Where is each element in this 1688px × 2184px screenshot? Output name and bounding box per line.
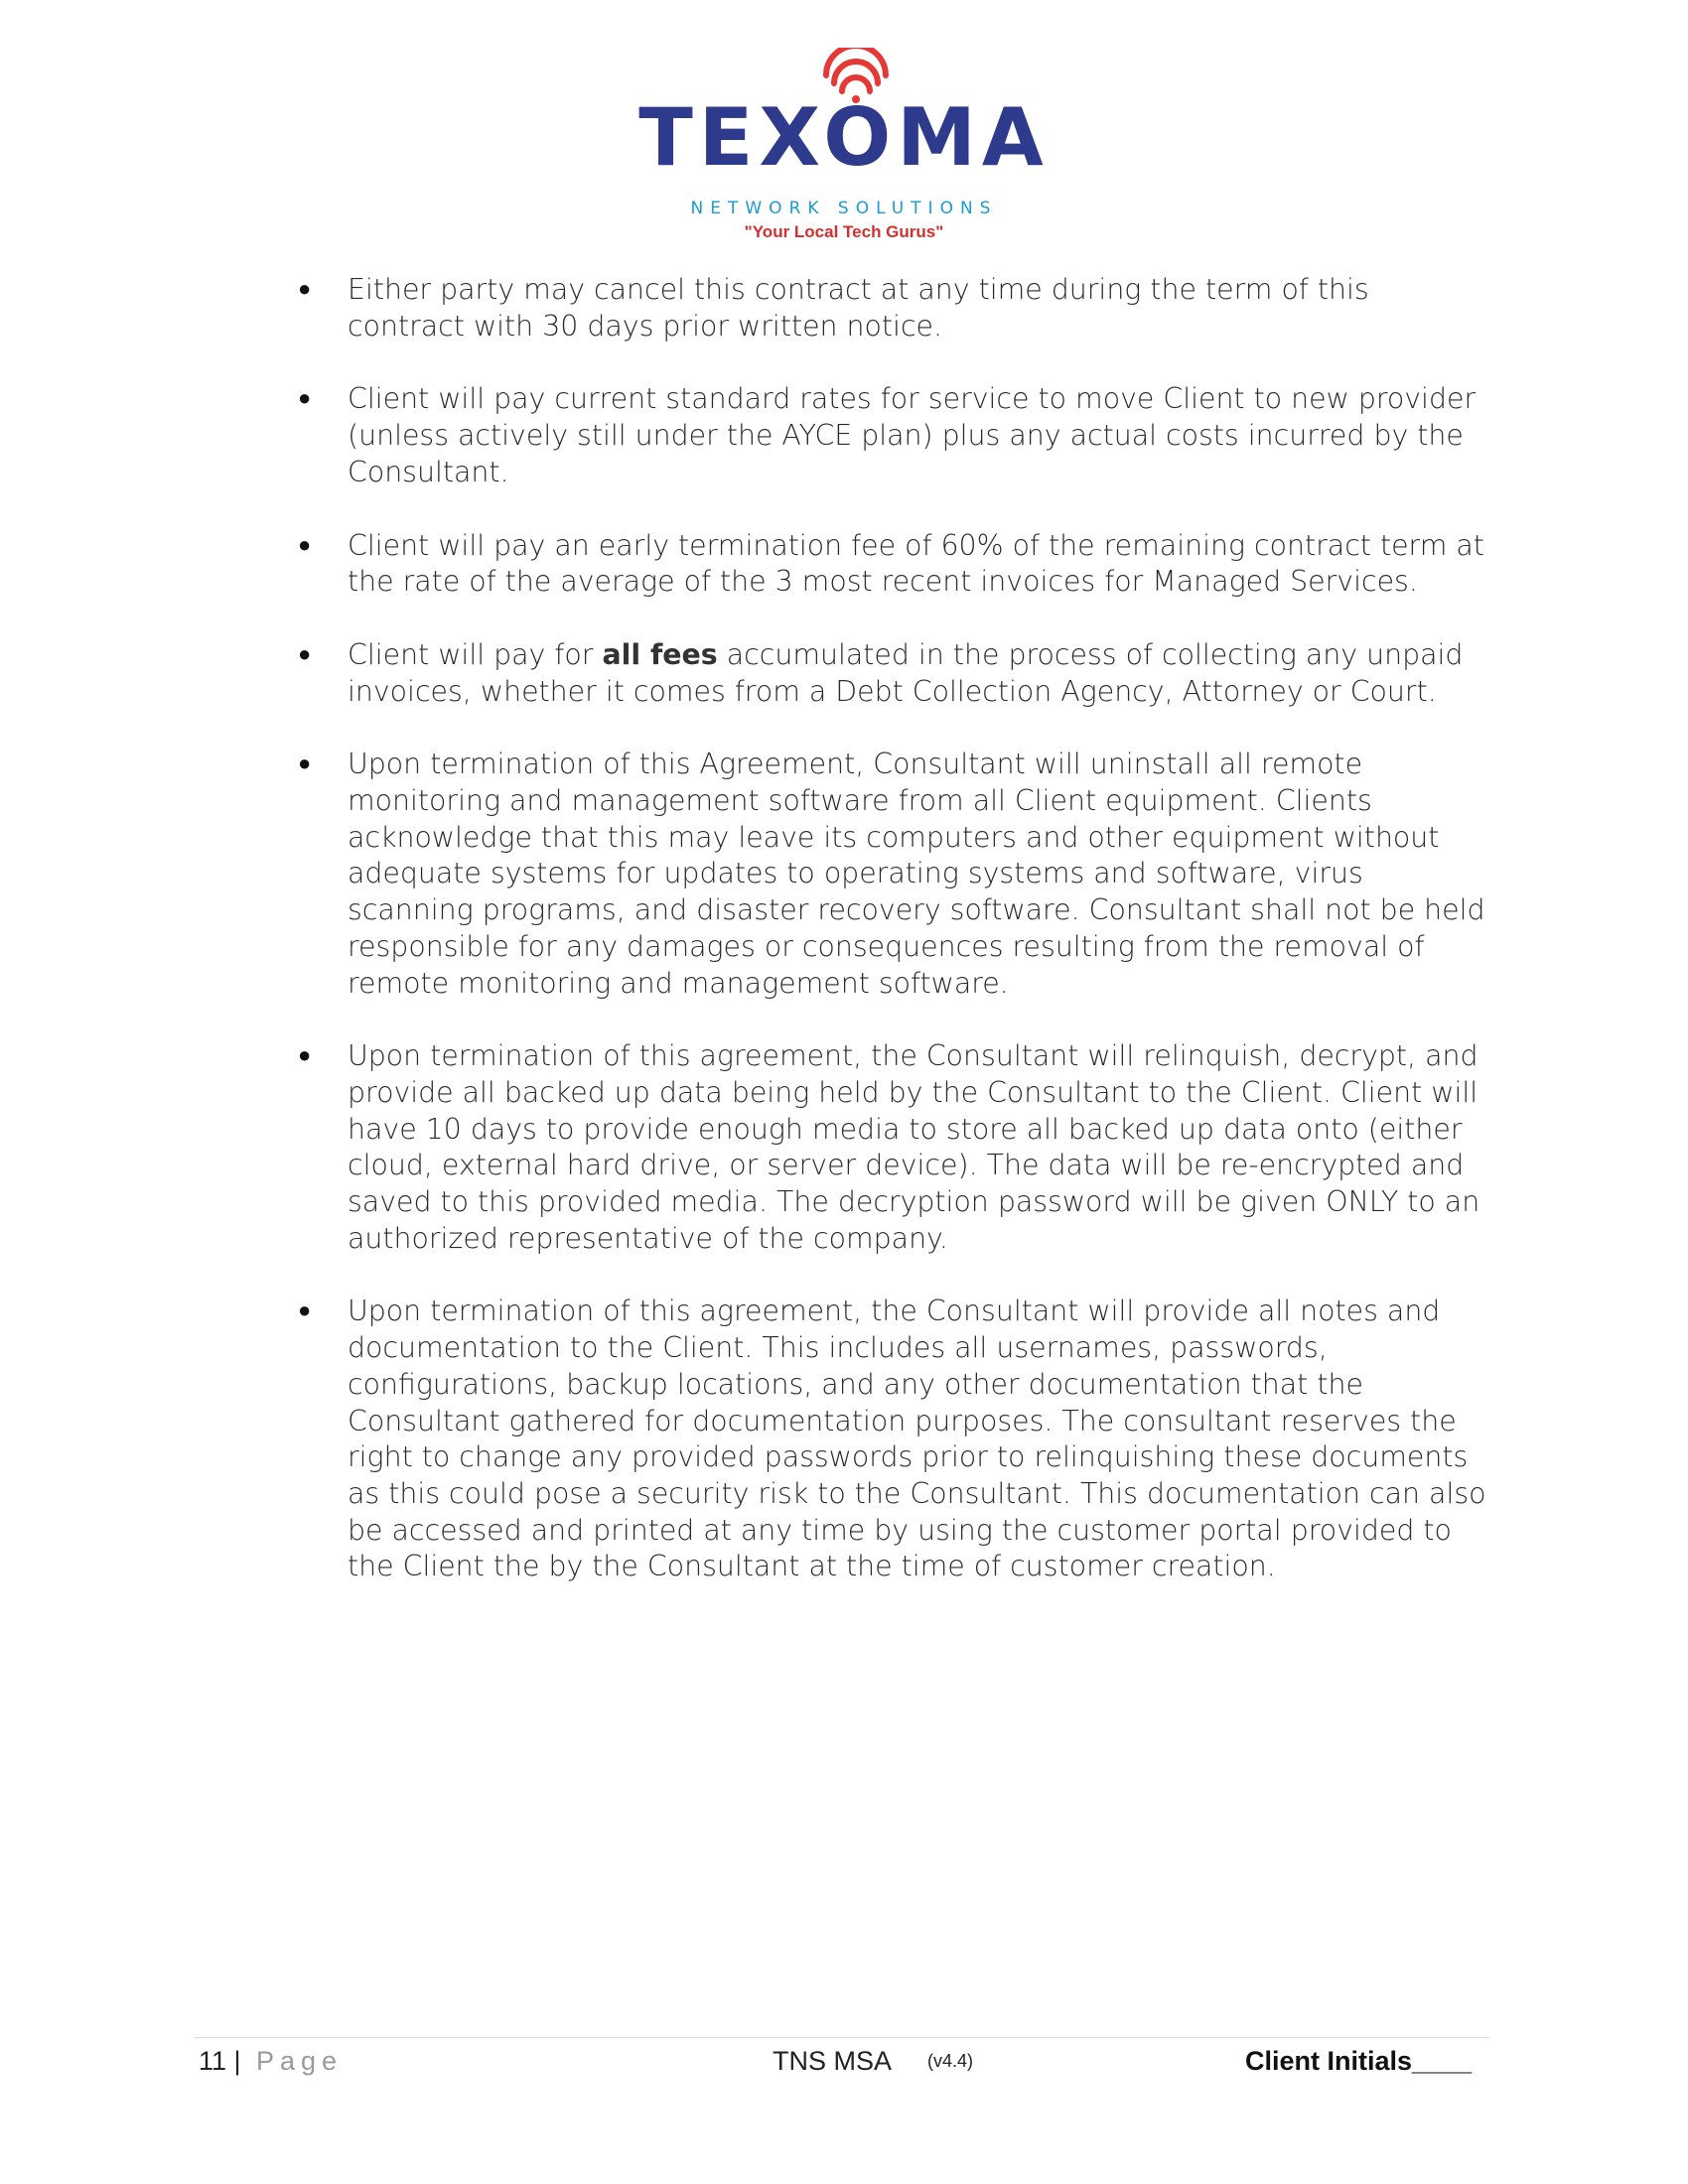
bullet-icon: ● [298,532,312,558]
logo-wordmark: TEXOMA [638,91,1050,184]
page-number [199,2043,241,2079]
company-logo [616,48,1072,241]
bullet-icon: ● [298,1298,312,1324]
term-text [348,637,1489,710]
page-label: Page [256,2046,344,2076]
bullet-icon: ● [298,277,312,302]
bullet-icon: ● [298,386,312,412]
bullet-icon: ● [298,751,312,777]
list-item [298,1294,1489,1585]
list-item [298,637,1489,710]
termination-terms-list [298,272,1489,1622]
term-text: Upon termination of this agreement, the Consultant will provide all notes and documentation to the Client. This includes all usernames, passwords, configurations, backup locations, and any other documentation that the Consultant gathered for documentation purposes. The consultant reserves the right to change any provided passwords prior to relinquishing these documents as this could pose a security risk to the Consultant. This documentation can also be accessed and printed at any time by using the customer portal provided to the Client the by the Consultant at the time of customer creation. [348,1295,1486,1583]
term-text-after: accumulated in the process of collecting any unpaid invoices, whether it comes from a Debt Collection Agency, Attorney or Court. [348,637,1464,708]
logo-tagline: "Your Local Tech Gurus" [744,222,944,241]
term-text: Upon termination of this Agreement, Consultant will uninstall all remote monitoring and management software from all Client equipment. Clients acknowledge that this may leave its computers and other equipment without adequate systems for updates to operating systems and software, virus scanning programs, and disaster recovery software. Consultant shall not be held responsible for any damages or consequences resulting from the removal of remote monitoring and management software. [348,748,1485,1000]
term-text: Upon termination of this agreement, the Consultant will relinquish, decrypt, and provide all backed up data being held by the Consultant to the Client. Client will have 10 days to provide enough media to store all backed up data onto (either cloud, external hard drive, or server device). The data will be re-encrypted and saved to this provided media. The decryption password will be given ONLY to an authorized representative of the company. [348,1039,1480,1255]
list-item [298,528,1489,601]
list-item [298,1038,1489,1257]
term-text: Either party may cancel this contract at any time during the term of this contract with 30 days prior written notice. [348,273,1369,342]
page-separator: | [233,2046,241,2076]
highlighted-phrase: all fees [602,637,718,671]
document-version: (v4.4) [927,2051,974,2071]
page-number-value: 11 [199,2046,227,2076]
client-initials-field: Client Initials____ [1245,2046,1473,2076]
term-text: Client will pay current standard rates for service to move Client to new provider (unless actively still under the AYCE plan) plus any actual costs incurred by the Consultant. [348,382,1477,488]
list-item [298,381,1489,490]
list-item [298,272,1489,344]
list-item [298,747,1489,1002]
bullet-icon: ● [298,1043,312,1069]
footer-divider [195,2037,1489,2038]
document-title: TNS MSA [773,2046,893,2076]
logo-subtitle: NETWORK SOLUTIONS [690,199,998,218]
bullet-icon: ● [298,641,312,667]
term-text-before: Client will pay for [348,637,603,671]
term-text: Client will pay an early termination fee of 60% of the remaining contract term at the rate of the average of the 3 most recent invoices for Managed Services. [348,528,1484,599]
